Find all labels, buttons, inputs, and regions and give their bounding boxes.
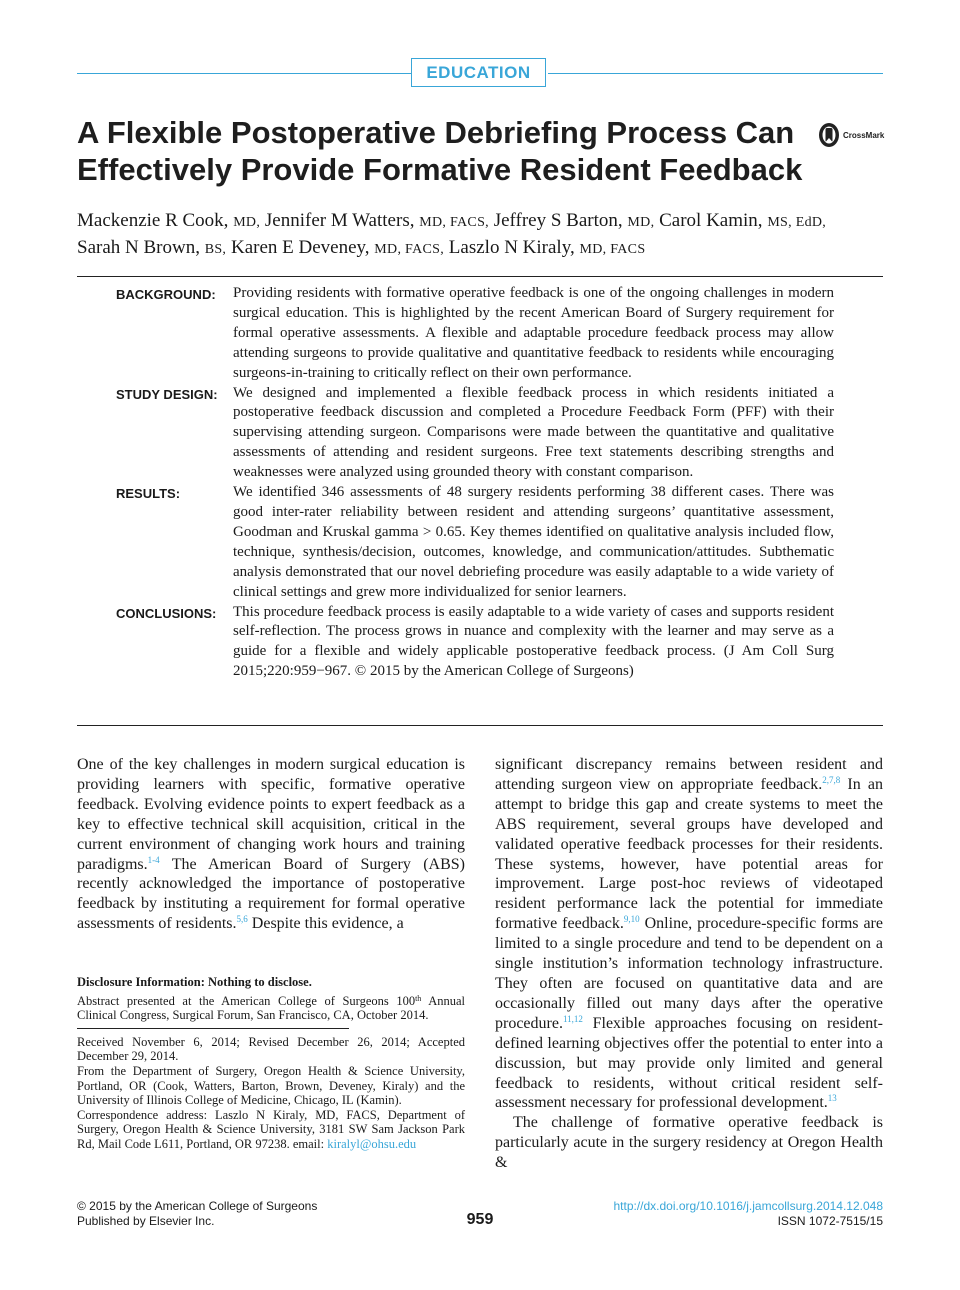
- abstract-section: [116, 603, 834, 683]
- copyright-line: © 2015 by the American College of Surgeons: [77, 1199, 318, 1213]
- citation-link[interactable]: 5,6: [236, 914, 248, 925]
- body-paragraph: One of the key challenges in modern surgical education is providing learners with specific, formative operative feedback. Evolving evidence points to expert feedback as a key to effective technical skill acquisition, critical in the current environment of changing work hours and training paradigms.$^{1-4}$ The American Board of Surgery (ABS) recently acknowledged the importance of postoperative feedback by instituting a requirement for formal operative assessments of residents.$^{5,6}$ Despite this evidence, a: [77, 756, 465, 933]
- footer-left: [77, 1199, 317, 1229]
- section-label: EDUCATION: [411, 58, 546, 87]
- crossmark-label: CrossMark: [843, 130, 885, 140]
- article-title: A Flexible Postoperative Debriefing Process Can Effectively Provide Formative Resident Feedback: [77, 115, 803, 187]
- received-note: Received November 6, 2014; Revised December 26, 2014; Accepted December 29, 2014.: [77, 1034, 465, 1064]
- abstract-label: STUDY DESIGN:: [116, 386, 218, 402]
- abstract-text: Providing residents with formative operative feedback is one of the ongoing challenges in modern surgical education. This is highlighted by the recent American Board of Surgery requirement for formal operative assessments. A flexible and adaptable procedure feedback process may allow attending surgeons to provide qualitative and quantitative feedback to residents while encouraging surgeons-in-training to critically reflect on their own performance.: [233, 285, 834, 381]
- author-list: [77, 208, 883, 262]
- abstract-presented-note: Abstract presented at the American College of Surgeons 100th Annual Clinical Congress, Surgical Forum, San Francisco, CA, October 2014.: [77, 993, 465, 1023]
- author: Sarah N Brown, BS,: [77, 237, 227, 258]
- author: Mackenzie R Cook, MD,: [77, 210, 261, 231]
- author: Carol Kamin, MS, EdD,: [659, 210, 827, 231]
- author: Jeffrey S Barton, MD,: [493, 210, 655, 231]
- section-rule-right: [548, 73, 883, 74]
- crossmark-badge[interactable]: [818, 122, 884, 148]
- abstract-text: We designed and implemented a flexible feedback process in which residents initiated a postoperative feedback discussion and completed a Procedure Feedback Form (PFF) with their supervising attending surgeon. Comparisons were made between the quantitative and qualitative assessments of attending and resident surgeons. Free text statements describing strengths and weaknesses were analyzed using grounded theory with constant comparison.: [233, 384, 834, 481]
- issn-line: ISSN 1072-7515/15: [777, 1214, 883, 1228]
- abstract-label: CONCLUSIONS:: [116, 605, 217, 621]
- page-number: 959: [466, 1211, 494, 1228]
- body-column-left: [77, 755, 465, 934]
- abstract-text: This procedure feedback process is easily adaptable to a wide variety of cases and supports resident self-reflection. The process grows in nuance and complexity with the learner and may serve as a guide for a flexible and widely applicable postoperative feedback process. (J Am Coll Surg 2015;220:959−967. © 2015 by the American College of Surgeons): [233, 603, 834, 680]
- abstract-label: BACKGROUND:: [116, 287, 216, 302]
- abstract: [116, 284, 834, 682]
- author: Karen E Deveney, MD, FACS,: [230, 237, 445, 258]
- body-paragraph: The challenge of formative operative feedback is particularly acute in the surgery residency at Oregon Health &: [495, 1114, 883, 1172]
- citation-link[interactable]: 2,7,8: [822, 774, 841, 785]
- citation-link[interactable]: 9,10: [623, 914, 640, 925]
- abstract-section: [116, 384, 834, 484]
- section-rule-left: [77, 73, 411, 74]
- affiliation-note: From the Department of Surgery, Oregon Health & Science University, Portland, OR (Cook, Watters, Barton, Brown, Deveney, Kiraly) and the University of Illinois College of Medicine, Chicago, IL (Kamin).: [77, 1063, 465, 1108]
- abstract-bottom-rule: [77, 725, 883, 726]
- abstract-label: RESULTS:: [116, 486, 181, 502]
- crossmark-icon: [818, 122, 840, 148]
- email-link[interactable]: kiralyl@ohsu.edu: [327, 1136, 417, 1151]
- footer-right: [613, 1199, 883, 1229]
- abstract-section: [116, 483, 834, 602]
- footnotes: [77, 975, 465, 1152]
- doi-link[interactable]: http://dx.doi.org/10.1016/j.jamcollsurg.2014.12.048: [613, 1199, 883, 1213]
- author: Jennifer M Watters, MD, FACS,: [264, 210, 489, 231]
- citation-link[interactable]: 13: [827, 1093, 837, 1104]
- body-column-right: [495, 755, 883, 1173]
- body-paragraph: significant discrepancy remains between resident and attending surgeon view on appropriate feedback.$^{2,7,8}$ In an attempt to bridge this gap and create systems to meet the ABS requirement, several groups have developed and validated operative feedback processes for their residents. These systems, however, have potential areas for improvement. Large post-hoc reviews of videotaped resident performance lack the potential for immediate formative feedback.$^{9,10}$ Online, procedure-specific forms are limited to a single procedure and tend to be dependent on a single institution’s information technology infrastructure. They often are focused on quantitative data and are occasionally filled out many days after the operative procedure.$^{11,12}$ Flexible approaches focusing on resident-defined learning objectives offer the potential to enter into a discussion, but may provide only limited and general feedback to residents, without critical resident self-assessment necessary for professional development.$^{13}$: [495, 756, 884, 1112]
- footnote-rule: [77, 1028, 349, 1029]
- correspondence-note: Correspondence address: Laszlo N Kiraly, MD, FACS, Department of Surgery, Oregon Health & Science University, 3181 SW Sam Jackson Park Rd, Mail Code L611, Portland, OR 97238. email: kiralyl@ohsu.edu: [77, 1107, 465, 1151]
- citation-link[interactable]: 1-4: [147, 854, 160, 865]
- publisher-line: Published by Elsevier Inc.: [77, 1214, 215, 1228]
- abstract-text: We identified 346 assessments of 48 surgery residents performing 38 different cases. There was good inter-rater reliability between resident and attending surgeons’ quantitative assessment, Goodman and Kruskal gamma > 0.65. Key themes identified on qualitative analysis included flow, technique, synthesis/decision, outcomes, knowledge, and communication/attitudes. Subthematic analysis demonstrated that our novel debriefing procedure was easily adaptable to a wide variety of clinical settings and grew more individualized for senior learners.: [233, 484, 834, 600]
- author: Laszlo N Kiraly, MD, FACS: [448, 237, 646, 258]
- citation-link[interactable]: 11,12: [562, 1013, 583, 1024]
- disclosure-note: Disclosure Information: Nothing to disclose.: [77, 975, 312, 989]
- abstract-section: [116, 284, 834, 384]
- abstract-top-rule: [77, 276, 883, 277]
